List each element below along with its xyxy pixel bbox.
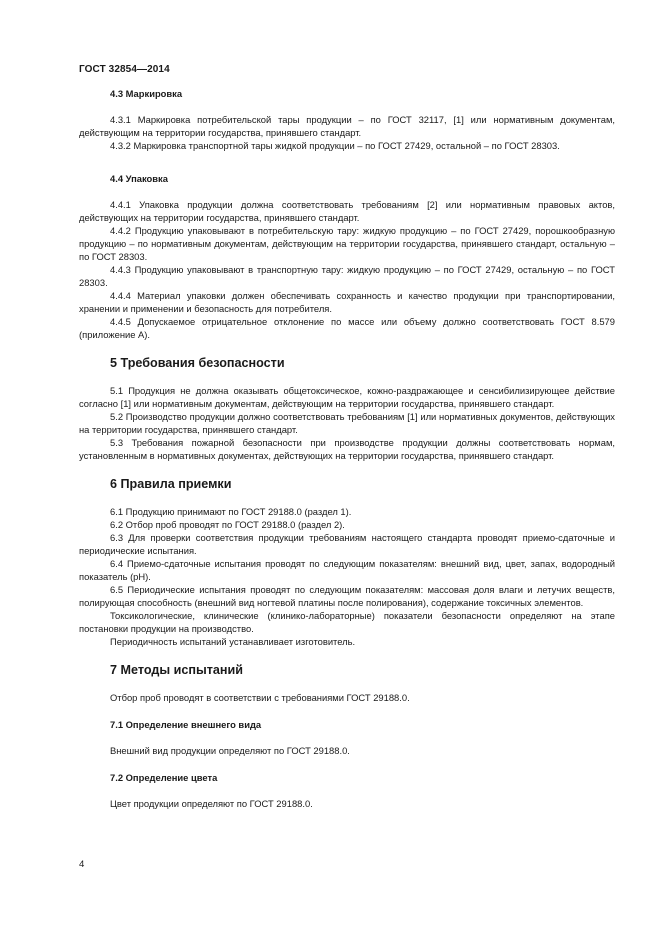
paragraph-4-4-1: 4.4.1 Упаковка продукции должна соответствовать требованиям [2] или нормативным правовых актов, действующих на территории государства, принявшего стандарт. xyxy=(79,199,615,223)
paragraph-5-1: 5.1 Продукция не должна оказывать общетоксическое, кожно-раздражающее и сенсибилизирующее действие согласно [1] или нормативным документам, действующим на территории государства, принявшего стандарт. xyxy=(79,385,615,409)
section-4-3-heading: 4.3 Маркировка xyxy=(110,88,183,99)
section-7-heading: 7 Методы испытаний xyxy=(110,663,243,677)
paragraph-7-intro: Отбор проб проводят в соответствии с требованиями ГОСТ 29188.0. xyxy=(110,692,410,703)
section-7-1-heading: 7.1 Определение внешнего вида xyxy=(110,719,262,730)
paragraph-4-4-5: 4.4.5 Допускаемое отрицательное отклонение по массе или объему должно соответствовать ГОСТ 8.579 (приложение А). xyxy=(79,316,615,340)
paragraph-6-4: 6.4 Приемо-сдаточные испытания проводят по следующим показателям: внешний вид, цвет, запах, водородный показатель (pH). xyxy=(79,558,615,582)
document-body xyxy=(79,82,615,810)
document-header: ГОСТ 32854—2014 xyxy=(79,64,170,75)
paragraph-5-3: 5.3 Требования пожарной безопасности при производстве продукции должны соответствовать нормам, установленным в нормативных документах, действующих на территории государства, принявшего стандарт. xyxy=(79,437,615,461)
paragraph-4-4-2: 4.4.2 Продукцию упаковывают в потребительскую тару: жидкую продукцию – по ГОСТ 27429, порошкообразную продукцию – по нормативным документам, действующим на территории государства, принявшего стандарт, остальную – по ГОСТ 28303. xyxy=(79,225,615,262)
paragraph-4-3-2: 4.3.2 Маркировка транспортной тары жидкой продукции – по ГОСТ 27429, остальной – по ГОСТ 28303. xyxy=(110,140,560,151)
page-number: 4 xyxy=(79,859,85,870)
section-7-2-heading: 7.2 Определение цвета xyxy=(110,772,218,783)
paragraph-6-1: 6.1 Продукцию принимают по ГОСТ 29188.0 (раздел 1). xyxy=(110,506,352,517)
paragraph-4-4-3: 4.4.3 Продукцию упаковывают в транспортную тару: жидкую продукцию – по ГОСТ 27429, остальную – по ГОСТ 28303. xyxy=(79,264,615,288)
paragraph-5-2: 5.2 Производство продукции должно соответствовать требованиям [1] или нормативных документов, действующих на территории государства, принявшего стандарт. xyxy=(79,411,615,435)
paragraph-6-2: 6.2 Отбор проб проводят по ГОСТ 29188.0 (раздел 2). xyxy=(110,519,345,530)
paragraph-6-6: Токсикологические, клинические (клинико-лабораторные) показатели безопасности определяют на этапе постановки продукции на производство. xyxy=(79,610,615,634)
section-4-4-heading: 4.4 Упаковка xyxy=(110,173,168,184)
section-5-heading: 5 Требования безопасности xyxy=(110,356,285,370)
paragraph-7-2: Цвет продукции определяют по ГОСТ 29188.0. xyxy=(110,798,313,809)
paragraph-6-7: Периодичность испытаний устанавливает изготовитель. xyxy=(110,636,356,647)
paragraph-4-3-1: 4.3.1 Маркировка потребительской тары продукции – по ГОСТ 32117, [1] или нормативным документам, действующим на территории государства, принявшего стандарт. xyxy=(79,114,615,138)
paragraph-6-5: 6.5 Периодические испытания проводят по следующим показателям: массовая доля влаги и летучих веществ, полирующая способность (внешний вид ногтевой платины после полирования), содержание токсичных элементов. xyxy=(79,584,615,608)
paragraph-6-3: 6.3 Для проверки соответствия продукции требованиям настоящего стандарта проводят приемо-сдаточные и периодические испытания. xyxy=(79,532,615,556)
paragraph-7-1: Внешний вид продукции определяют по ГОСТ 29188.0. xyxy=(110,745,350,756)
paragraph-4-4-4: 4.4.4 Материал упаковки должен обеспечивать сохранность и качество продукции при транспортировании, хранении и применении и безопасность для потребителя. xyxy=(79,290,615,314)
section-6-heading: 6 Правила приемки xyxy=(110,477,232,491)
